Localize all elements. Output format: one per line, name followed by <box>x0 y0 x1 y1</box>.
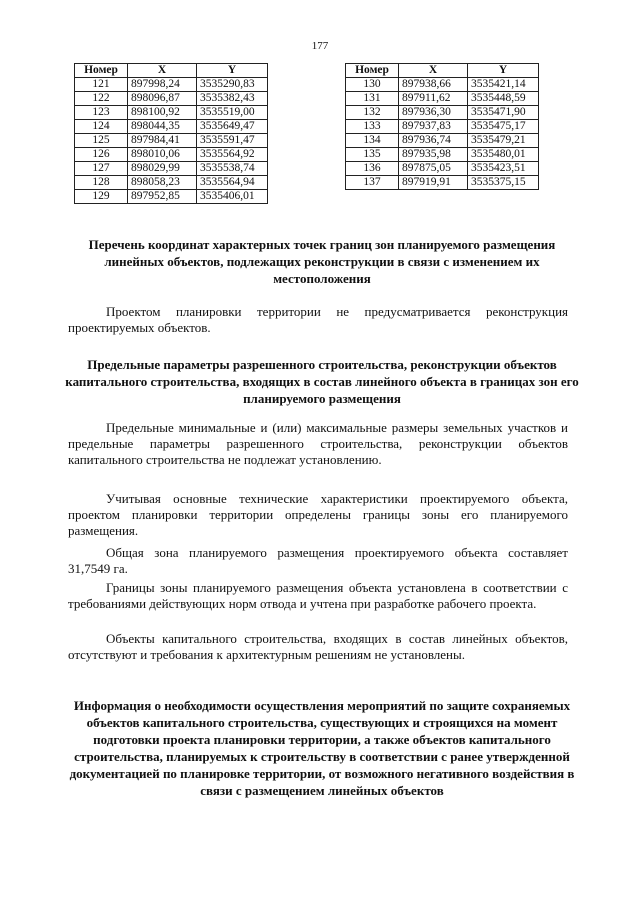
cell-x: 897984,41 <box>128 134 197 148</box>
cell-y: 3535591,47 <box>197 134 268 148</box>
column-header-x: X <box>128 64 197 78</box>
table-row <box>346 148 539 162</box>
cell-y: 3535479,21 <box>468 134 539 148</box>
cell-y: 3535421,14 <box>468 78 539 92</box>
cell-number: 125 <box>75 134 128 148</box>
cell-number: 123 <box>75 106 128 120</box>
cell-x: 897998,24 <box>128 78 197 92</box>
cell-y: 3535290,83 <box>197 78 268 92</box>
paragraph-limits: Предельные минимальные и (или) максимальные размеры земельных участков и предельные параметры разрешенного строительства, реконструкции объектов капитального строительства не подлежат установлению. <box>68 420 568 467</box>
table-header-row <box>346 64 539 78</box>
cell-x: 898010,06 <box>128 148 197 162</box>
cell-x: 897875,05 <box>399 162 468 176</box>
cell-number: 129 <box>75 190 128 204</box>
page-number: 177 <box>311 40 329 52</box>
cell-number: 135 <box>346 148 399 162</box>
cell-y: 3535564,94 <box>197 176 268 190</box>
cell-y: 3535564,92 <box>197 148 268 162</box>
table-header-row <box>75 64 268 78</box>
cell-y: 3535382,43 <box>197 92 268 106</box>
paragraph-zone-area: Общая зона планируемого размещения проектируемого объекта составляет 31,7549 га. <box>68 545 568 576</box>
cell-x: 898029,99 <box>128 162 197 176</box>
table-row <box>75 148 268 162</box>
table-row <box>346 134 539 148</box>
cell-number: 127 <box>75 162 128 176</box>
table-row <box>346 162 539 176</box>
cell-y: 3535375,15 <box>468 176 539 190</box>
cell-number: 124 <box>75 120 128 134</box>
table-row <box>75 176 268 190</box>
table-row <box>75 120 268 134</box>
cell-x: 898100,92 <box>128 106 197 120</box>
cell-y: 3535471,90 <box>468 106 539 120</box>
column-header-y: Y <box>197 64 268 78</box>
table-row <box>346 92 539 106</box>
cell-number: 128 <box>75 176 128 190</box>
cell-x: 897937,83 <box>399 120 468 134</box>
cell-x: 897911,62 <box>399 92 468 106</box>
cell-number: 130 <box>346 78 399 92</box>
paragraph-reconstruction: Проектом планировки территории не предусматривается реконструкция проектируемых объектов. <box>68 304 568 335</box>
cell-number: 132 <box>346 106 399 120</box>
cell-x: 897936,74 <box>399 134 468 148</box>
cell-number: 137 <box>346 176 399 190</box>
cell-y: 3535406,01 <box>197 190 268 204</box>
section-heading-parameters: Предельные параметры разрешенного строительства, реконструкции объектов капитального строительства, входящих в состав линейного объекта в границах зон его планируемого размещения <box>65 357 579 406</box>
coordinates-table-left <box>74 63 268 204</box>
cell-y: 3535649,47 <box>197 120 268 134</box>
column-header-number: Номер <box>75 64 128 78</box>
table-row <box>75 134 268 148</box>
coordinates-table-right <box>345 63 539 190</box>
section-heading-coordinates: Перечень координат характерных точек границ зон планируемого размещения линейных объектов, подлежащих реконструкции в связи с изменением их местоположения <box>88 237 556 286</box>
cell-y: 3535423,51 <box>468 162 539 176</box>
cell-x: 898096,87 <box>128 92 197 106</box>
cell-number: 121 <box>75 78 128 92</box>
cell-y: 3535538,74 <box>197 162 268 176</box>
table-row <box>75 190 268 204</box>
table-row <box>346 106 539 120</box>
cell-y: 3535448,59 <box>468 92 539 106</box>
table-row <box>75 78 268 92</box>
column-header-number: Номер <box>346 64 399 78</box>
table-row <box>346 120 539 134</box>
cell-x: 897938,66 <box>399 78 468 92</box>
column-header-x: X <box>399 64 468 78</box>
cell-number: 131 <box>346 92 399 106</box>
cell-number: 122 <box>75 92 128 106</box>
cell-x: 897935,98 <box>399 148 468 162</box>
cell-number: 134 <box>346 134 399 148</box>
table-row <box>346 176 539 190</box>
cell-x: 897936,30 <box>399 106 468 120</box>
cell-x: 897952,85 <box>128 190 197 204</box>
paragraph-zone-norms: Границы зоны планируемого размещения объекта установлена в соответствии с требованиями действующих норм отвода и учтена при разработке рабочего проекта. <box>68 580 568 611</box>
cell-y: 3535519,00 <box>197 106 268 120</box>
paragraph-zone-boundaries: Учитывая основные технические характеристики проектируемого объекта, проектом планировки территории определены границы зоны его планируемого размещения. <box>68 491 568 538</box>
cell-y: 3535475,17 <box>468 120 539 134</box>
table-row <box>346 78 539 92</box>
cell-y: 3535480,01 <box>468 148 539 162</box>
table-row <box>75 162 268 176</box>
table-row <box>75 106 268 120</box>
cell-number: 133 <box>346 120 399 134</box>
cell-x: 898058,23 <box>128 176 197 190</box>
cell-x: 898044,35 <box>128 120 197 134</box>
paragraph-capital-objects: Объекты капитального строительства, входящих в состав линейных объектов, отсутствуют и требования к архитектурным решениям не установлены. <box>68 631 568 662</box>
cell-number: 136 <box>346 162 399 176</box>
section-heading-protection: Информация о необходимости осуществления мероприятий по защите сохраняемых объектов капитального строительства, существующих и строящихся на момент подготовки проекта планировки территории, а также объектов капитального строительства, планируемых к строительству в соответствии с ранее утвержденной документацией по планировке территории, от возможного негативного воздействия в связи с размещением линейных объектов <box>69 698 575 798</box>
column-header-y: Y <box>468 64 539 78</box>
cell-number: 126 <box>75 148 128 162</box>
table-row <box>75 92 268 106</box>
cell-x: 897919,91 <box>399 176 468 190</box>
